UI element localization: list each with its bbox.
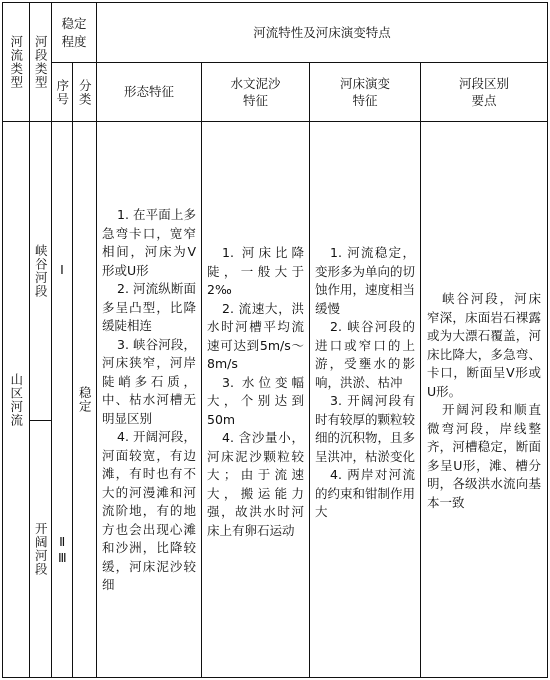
header-hydro — [202, 63, 309, 121]
hydro-item: 3. 水位变幅大，个别达到50m — [207, 374, 304, 427]
morphology-item: 2. 河流纵断面多呈凸型，比降缓陡相连 — [102, 281, 196, 333]
table-border-right — [547, 2, 548, 678]
hydro-item: 1. 河床比降陡，一般大于2‰ — [207, 245, 304, 297]
header-category — [73, 63, 96, 121]
hydro-item: 4. 含沙量小，河床泥沙颗粒较大；由于流速大，搬运能力强，故洪水时河床上有卵石运动 — [207, 430, 304, 538]
header-river-type-text: 河流类型 — [8, 35, 24, 89]
header-river-type — [3, 3, 29, 121]
header-reach-type-text: 河段类型 — [33, 35, 49, 89]
reach-open-text: 开阔河段 — [33, 522, 49, 576]
header-reach-type — [30, 3, 51, 121]
evolution-item: 4. 两岸对河流的约束和钳制作用大 — [315, 467, 416, 519]
header-stability-text: 稳定程度 — [61, 15, 87, 49]
header-distinction — [421, 63, 547, 121]
evolution-item: 1. 河流稳定，变形多为单向的切蚀作用，速度相当缓慢 — [315, 245, 416, 316]
river-type-text: 山区河流 — [8, 372, 24, 427]
morphology-item: 3. 峡谷河段，河床狭窄，河岸陡峭多石质，中、枯水河槽无明显区别 — [102, 336, 196, 426]
cell-distinction — [421, 290, 547, 512]
hydro-item: 2. 流速大，洪水时河槽平均流速可达到5m/s～8m/s — [207, 300, 304, 371]
header-characteristics — [97, 3, 547, 62]
cell-seq-open — [52, 520, 72, 580]
evolution-item: 3. 开阔河段有时有较厚的颗粒较细的沉积物，且多呈洪冲，枯淤变化 — [315, 393, 416, 464]
header-stability — [52, 3, 96, 62]
header-evolution — [310, 63, 420, 121]
morphology-item: 4. 开阔河段，河面较宽，有边滩，有时也有不大的河漫滩和河流阶地，有的地方也会出现心滩和沙洲，比降较缓，河床泥沙较细 — [102, 429, 196, 592]
header-category-text: 分类 — [77, 78, 93, 106]
seq-gorge-text: Ⅰ — [60, 262, 64, 278]
distinction-item: 开阔河段和顺直微弯河段，岸线整齐，河槽稳定，断面多呈U形，滩、槽分明，各级洪水流向基本一致 — [427, 402, 541, 510]
header-evolution-text: 河床演变 特征 — [339, 75, 390, 108]
category-text: 稳定 — [77, 386, 93, 413]
cell-hydro — [202, 244, 309, 540]
evolution-item: 2. 峡谷河段的进口或窄口的上游，受壅水的影响，洪淤、枯冲 — [315, 319, 415, 390]
header-distinction-text: 河段区别 要点 — [458, 75, 509, 108]
cell-category — [73, 122, 96, 677]
reach-gorge-text: 峡谷河段 — [33, 244, 49, 298]
morphology-item: 1. 在平面上多急弯卡口，宽窄相间，河床为V形或U形 — [102, 207, 196, 278]
header-characteristics-text: 河流特性及河床演变特点 — [253, 24, 391, 40]
cell-seq-gorge — [52, 250, 72, 290]
distinction-item: 峡谷河段，河床窄深，床面岩石裸露或为大漂石覆盖，河床比降大，多急弯、卡口，断面呈V形或U形。 — [427, 291, 541, 399]
table-border-bottom — [2, 677, 548, 678]
cell-evolution — [310, 244, 420, 522]
cell-reach-gorge — [30, 122, 51, 420]
header-seq — [52, 63, 72, 121]
header-seq-text: 序号 — [54, 78, 70, 106]
header-morphology — [97, 63, 201, 121]
header-hydro-text: 水文泥沙 特征 — [230, 75, 281, 108]
seq-open-text: ⅡⅢ — [54, 534, 70, 566]
cell-river-type — [3, 122, 29, 677]
cell-morphology — [97, 206, 201, 595]
cell-reach-open — [30, 421, 51, 677]
header-morphology-text: 形态特征 — [123, 84, 174, 100]
